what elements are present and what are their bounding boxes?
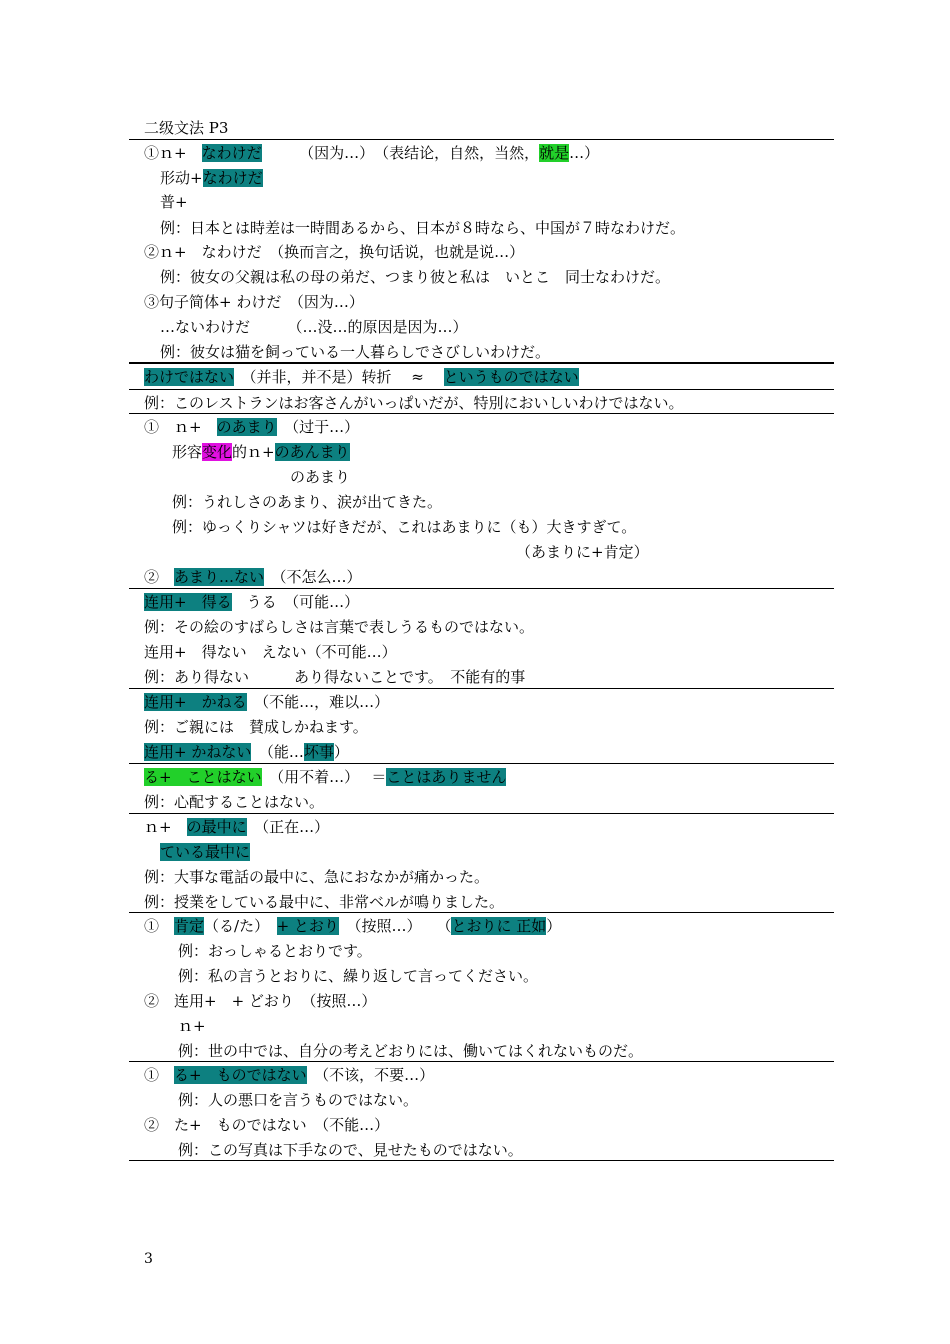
- highlighted-text: る+ ことはない: [144, 768, 262, 786]
- text-segment: （不该，不要…）: [306, 1066, 435, 1084]
- text-line: [144, 989, 376, 1013]
- text-segment: ② た+ ものではない （不能…）: [144, 1116, 390, 1134]
- text-line: [144, 790, 324, 814]
- text-segment: （过于…）: [276, 418, 360, 436]
- text-segment: 例：人の悪口を言うものではない。: [178, 1091, 419, 1109]
- text-segment: 普+: [160, 193, 188, 211]
- highlighted-text: 坏事: [303, 743, 334, 761]
- text-line: [144, 715, 368, 739]
- divider: [129, 389, 834, 390]
- highlighted-text: とおりに 正如: [451, 917, 547, 935]
- text-segment: ①ｎ+: [144, 144, 202, 162]
- text-line: [160, 840, 250, 864]
- text-segment: ② 连用+ + どおり （按照…）: [144, 992, 377, 1010]
- text-line: [178, 1138, 523, 1162]
- highlighted-text: 连用+ 得る: [144, 593, 232, 611]
- text-line: [144, 391, 684, 415]
- text-segment: 例：日本とは時差は一時間あるから、日本が８時なら、中国が７時なわけだ。: [160, 219, 686, 237]
- highlighted-text: 连用+ かねない: [144, 743, 252, 761]
- text-line: [160, 315, 468, 339]
- text-segment: ②: [144, 568, 175, 586]
- highlighted-text: + とおり: [276, 917, 339, 935]
- text-line: [160, 340, 550, 364]
- divider: [129, 139, 834, 140]
- text-segment: 例：大事な電話の最中に、急におなかが痛かった。: [144, 868, 490, 886]
- text-segment: 例：うれしさのあまり、涙が出てきた。: [172, 493, 443, 511]
- text-segment: 例：あり得ない あり得ないことです。 不能有的事: [144, 668, 526, 686]
- text-line: [178, 939, 372, 963]
- text-line: [144, 640, 397, 664]
- page-number: 3: [144, 1251, 153, 1267]
- text-segment: 例：ゆっくりシャツは好きだが、これはあまりに（も）大きすぎて。: [172, 518, 637, 536]
- text-line: [144, 141, 599, 165]
- text-segment: （并非，并不是）转折 ≈: [234, 368, 444, 386]
- text-line: [516, 540, 649, 564]
- text-line: [144, 665, 525, 689]
- text-segment: のあまり: [290, 468, 351, 486]
- highlighted-text: のあまり: [216, 418, 277, 436]
- text-segment: うる （可能…）: [231, 593, 360, 611]
- text-segment: 例：おっしゃるとおりです。: [178, 942, 372, 960]
- highlighted-text: というものではない: [443, 368, 579, 386]
- text-line: [144, 590, 359, 614]
- highlighted-text: ことはありません: [386, 768, 507, 786]
- text-line: [144, 914, 561, 938]
- text-segment: 连用+ 得ない えない（不可能…）: [144, 643, 397, 661]
- text-line: [160, 166, 263, 190]
- text-line: [160, 190, 188, 214]
- text-segment: 例：この写真は下手なので、見せたものではない。: [178, 1141, 523, 1159]
- page-title: 二级文法 P3: [144, 119, 229, 137]
- text-line: [144, 290, 364, 314]
- text-segment: （因为…） （表结论，自然，当然，: [261, 144, 540, 162]
- text-line: [144, 740, 349, 764]
- text-line: [172, 440, 350, 464]
- highlighted-text: のあんまり: [274, 443, 350, 461]
- text-segment: 例：彼女は猫を飼っている一人暮らしでさびしいわけだ。: [160, 343, 551, 361]
- text-segment: …）: [569, 144, 600, 162]
- text-line: [178, 1088, 418, 1112]
- text-line: [144, 415, 359, 439]
- highlighted-text: 连用+ かねる: [144, 693, 247, 711]
- highlighted-text: る+ ものではない: [174, 1066, 307, 1084]
- text-segment: （用不着…） ＝: [261, 768, 387, 786]
- text-line: [160, 216, 685, 240]
- text-segment: 例：心配することはない。: [144, 793, 325, 811]
- highlighted-text: の最中に: [186, 818, 247, 836]
- text-segment: （る/た）: [204, 917, 277, 935]
- text-segment: ）: [333, 743, 349, 761]
- text-segment: ①: [144, 1066, 175, 1084]
- text-segment: ②ｎ+ なわけだ （换而言之，换句话说，也就是说…）: [144, 243, 525, 261]
- text-segment: 例：授業をしている最中に、非常ベルが鳴りました。: [144, 893, 505, 911]
- highlighted-text: わけではない: [144, 368, 235, 386]
- text-segment: 例：その絵のすばらしさは言葉で表しうるものではない。: [144, 618, 535, 636]
- text-segment: 例：このレストランはお客さんがいっぱいだが、特別においしいわけではない。: [144, 394, 684, 412]
- text-line: [144, 565, 362, 589]
- text-segment: 例：ご親には 賛成しかねます。: [144, 718, 368, 736]
- text-line: [144, 615, 534, 639]
- text-line: [144, 365, 579, 389]
- text-line: [290, 465, 350, 489]
- text-segment: （不怎么…）: [264, 568, 362, 586]
- text-segment: ｎ+: [178, 1017, 206, 1035]
- text-segment: 的ｎ+: [232, 443, 275, 461]
- text-segment: （正在…）: [246, 818, 330, 836]
- text-line: [178, 964, 538, 988]
- text-segment: ①: [144, 917, 175, 935]
- text-segment: 例：世の中では、自分の考えどおりには、働いてはくれないものだ。: [178, 1042, 644, 1060]
- text-segment: 形动+: [160, 169, 203, 187]
- text-line: [144, 1113, 389, 1137]
- text-line: [178, 1039, 643, 1063]
- highlighted-text: 就是: [539, 144, 570, 162]
- highlighted-text: あまり…ない: [174, 568, 265, 586]
- text-line: [178, 1014, 206, 1038]
- text-line: [160, 265, 670, 289]
- text-line: [172, 515, 636, 539]
- text-segment: （按照…） （: [338, 917, 452, 935]
- text-segment: （不能…，难以…）: [246, 693, 390, 711]
- highlighted-text: 肯定: [174, 917, 205, 935]
- text-segment: ）: [546, 917, 562, 935]
- text-line: [144, 865, 489, 889]
- text-line: [144, 690, 389, 714]
- text-segment: 例：私の言うとおりに、繰り返して言ってください。: [178, 967, 539, 985]
- highlighted-text: ている最中に: [160, 843, 251, 861]
- text-segment: 例：彼女の父親は私の母の弟だ、つまり彼と私は いとこ 同士なわけだ。: [160, 268, 671, 286]
- text-line: [144, 240, 524, 264]
- highlighted-text: なわけだ: [201, 144, 262, 162]
- text-segment: （能…: [251, 743, 304, 761]
- text-line: [144, 815, 329, 839]
- text-line: [172, 490, 442, 514]
- text-line: [144, 890, 504, 914]
- highlighted-text: 变化: [202, 443, 233, 461]
- text-line: [144, 765, 506, 789]
- text-segment: ③句子简体+ わけだ （因为…）: [144, 293, 364, 311]
- text-segment: 形容: [172, 443, 203, 461]
- text-segment: （あまりに+肯定）: [516, 543, 649, 561]
- text-segment: …ないわけだ （…没…的原因是因为…）: [160, 318, 468, 336]
- text-segment: ① ｎ+: [144, 418, 217, 436]
- text-segment: ｎ+: [144, 818, 187, 836]
- highlighted-text: なわけだ: [202, 169, 263, 187]
- text-line: [144, 1063, 434, 1087]
